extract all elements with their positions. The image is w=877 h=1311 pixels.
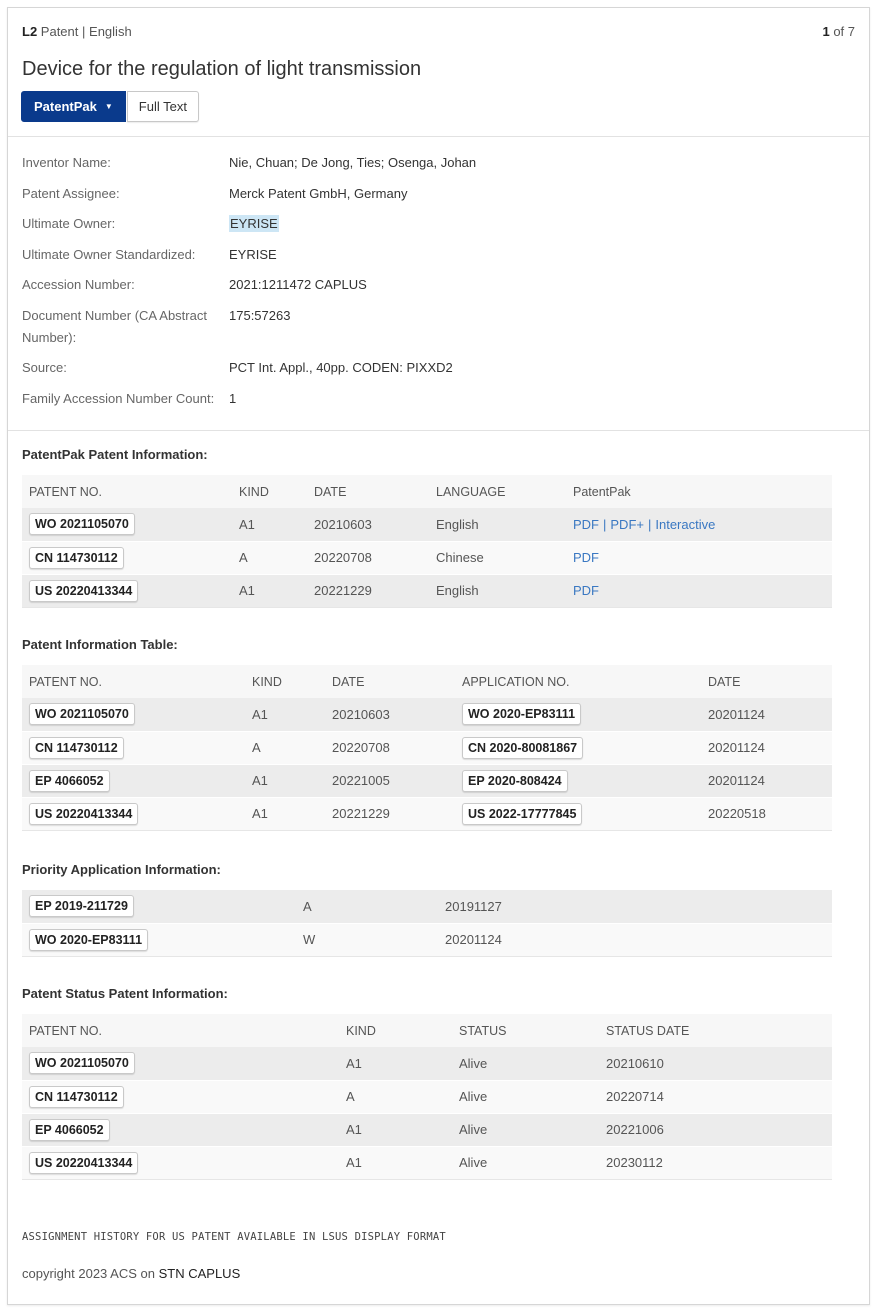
kind-cell: A [339,1080,452,1113]
document-title: Device for the regulation of light transmission [22,58,422,80]
table-row [22,1047,832,1080]
status-cell: Alive [452,1047,599,1080]
field-label: Document Number (CA Abstract Number): [22,308,207,345]
column-header: APPLICATION NO. [455,665,701,698]
table-header-row [22,475,832,508]
column-header: DATE [307,475,429,508]
pdf-link[interactable]: PDF [573,516,599,532]
field-value: PCT Int. Appl., 40pp. CODEN: PIXXD2 [229,360,453,375]
patent-info-section-title: Patent Information Table: [22,637,178,652]
status-date-cell: 20210610 [599,1047,832,1080]
column-header: STATUS DATE [599,1014,832,1047]
kind-cell: A1 [245,698,325,731]
field-label: Ultimate Owner Standardized: [22,247,196,262]
application-number-chip[interactable]: EP 2019-211729 [29,895,134,917]
pdf-link[interactable]: PDF [573,550,599,565]
field-label: Accession Number: [22,277,135,292]
patent-info-table [22,665,832,831]
column-header: PatentPak [566,475,832,508]
column-header: KIND [245,665,325,698]
table-row [22,698,832,731]
kind-cell: A [296,890,438,923]
table-row [22,764,832,797]
doc-type: Patent [40,24,79,39]
page-total: of 7 [833,24,855,39]
field-family-count [22,388,852,418]
kind-cell: A1 [339,1047,452,1080]
patent-number-chip[interactable]: EP 4066052 [29,1119,110,1141]
bibliographic-fields [22,152,852,418]
assignment-history-note: ASSIGNMENT HISTORY FOR US PATENT AVAILABLE IN LSUS DISPLAY FORMAT [22,1231,446,1243]
table-row [22,923,832,956]
language-cell: Chinese [429,541,566,574]
patent-number-chip[interactable]: US 20220413344 [29,803,138,825]
application-date-cell: 20201124 [701,698,832,731]
field-label: Inventor Name: [22,155,111,170]
application-number-chip[interactable]: WO 2020-EP83111 [29,929,148,951]
date-cell: 20221229 [307,574,429,607]
highlighted-term: EYRISE [230,216,278,231]
kind-cell: A1 [339,1113,452,1146]
field-value [229,213,279,244]
kind-cell: A1 [245,797,325,830]
field-label: Source: [22,360,67,375]
patentpak-button-label: PatentPak [34,99,97,114]
status-cell: Alive [452,1146,599,1179]
column-header: LANGUAGE [429,475,566,508]
application-number-chip[interactable]: US 2022-17777845 [462,803,582,825]
date-cell: 20191127 [438,890,832,923]
status-date-cell: 20230112 [599,1146,832,1179]
result-header [22,24,855,42]
pdf-plus-link[interactable]: PDF+ [610,516,644,532]
field-value: Merck Patent GmbH, Germany [229,186,408,201]
field-ultimate-owner [22,213,852,244]
date-cell: 20210603 [325,698,455,731]
kind-cell: A [245,731,325,764]
status-cell: Alive [452,1080,599,1113]
divider [8,430,869,431]
copyright-source: STN CAPLUS [158,1266,241,1281]
column-header: PATENT NO. [22,475,232,508]
table-row [22,1080,832,1113]
kind-cell: A1 [232,508,307,541]
table-header-row [22,1014,832,1047]
kind-cell: W [296,923,438,956]
patent-number-chip[interactable]: CN 114730112 [29,737,124,759]
column-header: DATE [701,665,832,698]
language-cell: English [429,574,566,607]
language-cell: English [429,508,566,541]
table-header-row [22,665,832,698]
table-row [22,797,832,830]
full-text-button[interactable]: Full Text [127,91,199,122]
application-date-cell: 20201124 [701,731,832,764]
field-value: 1 [229,391,237,406]
field-value: Nie, Chuan; De Jong, Ties; Osenga, Johan [229,155,477,170]
date-cell: 20201124 [438,923,832,956]
copyright-text: copyright 2023 ACS on [22,1266,155,1281]
column-header: DATE [325,665,455,698]
patentpak-dropdown-button[interactable] [21,91,126,122]
status-date-cell: 20220714 [599,1080,832,1113]
date-cell: 20221005 [325,764,455,797]
field-label: Ultimate Owner: [22,216,116,231]
patent-number-chip[interactable]: US 20220413344 [29,1152,138,1174]
date-cell: 20210603 [307,508,429,541]
priority-section-title: Priority Application Information: [22,862,221,877]
status-date-cell: 20221006 [599,1113,832,1146]
result-card [7,7,870,1305]
patent-number-chip[interactable]: CN 114730112 [29,1086,124,1108]
column-header: PATENT NO. [22,665,245,698]
application-number-chip[interactable]: CN 2020-80081867 [462,737,583,759]
patentpak-section-title: PatentPak Patent Information: [22,447,208,462]
kind-cell: A1 [339,1146,452,1179]
field-value: 2021:1211472 CAPLUS [229,277,367,292]
field-document-number [22,305,852,357]
interactive-link[interactable]: Interactive [655,516,716,532]
patent-number-chip[interactable]: WO 2021105070 [29,703,135,725]
pager [822,24,855,39]
field-value: EYRISE [229,247,277,262]
copyright-line [22,1266,240,1281]
kind-cell: A1 [232,574,307,607]
divider [8,136,869,137]
column-header: STATUS [452,1014,599,1047]
date-cell: 20220708 [307,541,429,574]
table-row: WO 2021105070 A1 20210603 English PDF | PDF+ | Interactive [22,508,832,541]
field-source [22,357,852,388]
caret-down-icon: ▼ [104,102,113,111]
priority-table [22,890,832,957]
application-date-cell: 20220518 [701,797,832,830]
field-label: Family Accession Number Count: [22,391,215,406]
table-row [22,731,832,764]
table-row [22,574,832,607]
application-date-cell: 20201124 [701,764,832,797]
patent-status-table [22,1014,832,1180]
pdf-link[interactable]: PDF [573,583,599,598]
patent-number-chip[interactable]: WO 2021105070 [29,1052,135,1074]
status-cell: Alive [452,1113,599,1146]
header-separator: | [82,24,86,39]
table-row [22,541,832,574]
table-row [22,1146,832,1179]
field-patent-assignee [22,183,852,213]
patent-number-chip[interactable]: WO 2021105070 [29,513,135,535]
field-accession-number [22,274,852,305]
page-current: 1 [822,24,830,39]
field-value: 175:57263 [229,308,291,323]
patent-number-chip[interactable]: CN 114730112 [29,547,124,569]
kind-cell: A1 [245,764,325,797]
date-cell: 20221229 [325,797,455,830]
table-row [22,890,832,923]
table-row [22,1113,832,1146]
patent-number-chip[interactable]: EP 4066052 [29,770,110,792]
application-number-chip[interactable]: EP 2020-808424 [462,770,568,792]
patentpak-table [22,475,832,608]
column-header: KIND [232,475,307,508]
application-number-chip[interactable]: WO 2020-EP83111 [462,703,581,725]
field-ultimate-owner-standardized [22,244,852,274]
action-buttons [21,91,199,123]
field-inventor-name [22,152,852,183]
doc-language: English [89,24,132,39]
date-cell: 20220708 [325,731,455,764]
query-label: L2 [22,24,38,39]
kind-cell: A [232,541,307,574]
status-section-title: Patent Status Patent Information: [22,986,228,1001]
column-header: PATENT NO. [22,1014,339,1047]
field-label: Patent Assignee: [22,186,120,201]
column-header: KIND [339,1014,452,1047]
patent-number-chip[interactable]: US 20220413344 [29,580,138,602]
